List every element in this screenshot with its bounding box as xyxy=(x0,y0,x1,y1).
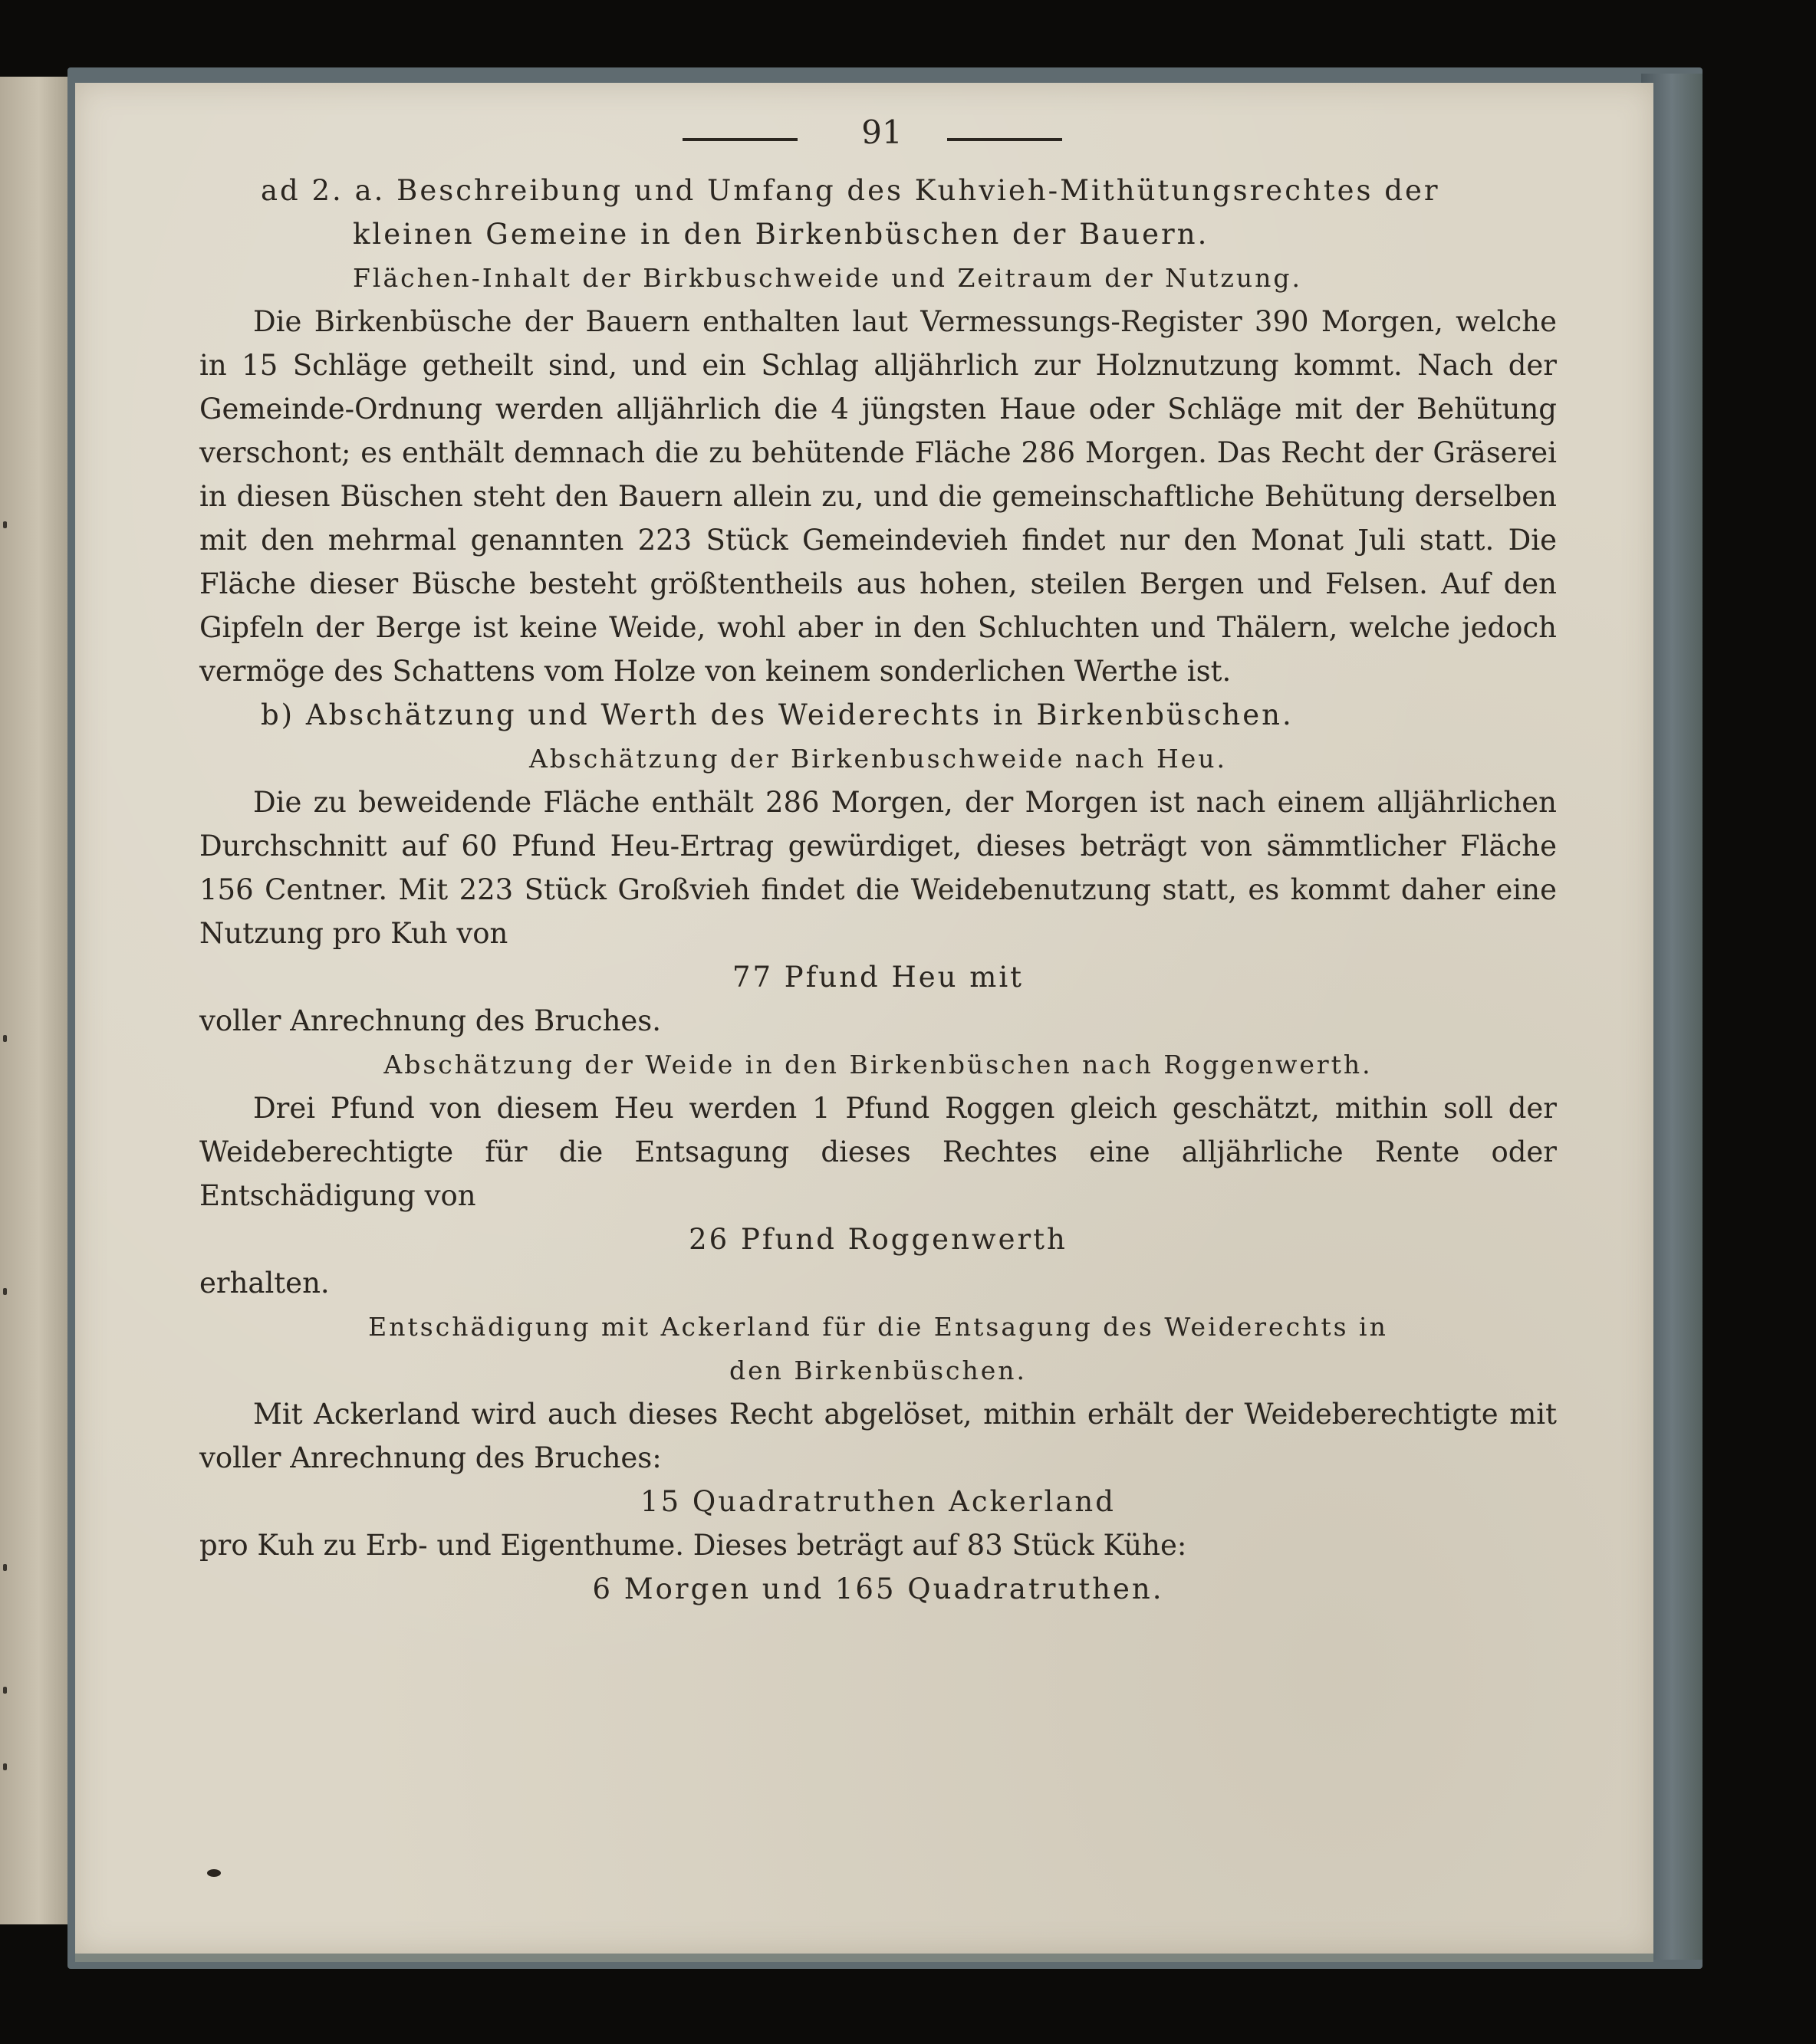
paragraph-farmland: Mit Ackerland wird auch dieses Recht abgelöset, mithin erhält der Weideberechtigte mit voller Anrechnung des Bruches: xyxy=(199,1398,1557,1474)
subheading-farmland-cont: den Birkenbüschen. xyxy=(729,1356,1028,1385)
left-facing-page-edge xyxy=(0,77,73,1924)
subheading-area: Flächen-Inhalt der Birkbuschweide und Zeitraum der Nutzung. xyxy=(353,263,1303,293)
subheading-hay: Abschätzung der Birkenbuschweide nach Heu. xyxy=(528,744,1228,774)
ink-spot xyxy=(207,1869,221,1877)
section-heading-b: b) Abschätzung und Werth des Weiderechts in Birkenbüschen. xyxy=(261,698,1294,731)
value-total: 6 Morgen und 165 Quadratruthen. xyxy=(592,1572,1164,1605)
paragraph-hay-end: voller Anrechnung des Bruches. xyxy=(199,1004,662,1037)
paragraph-farmland-end: pro Kuh zu Erb- und Eigenthume. Dieses beträgt auf 83 Stück Kühe: xyxy=(199,1529,1187,1562)
paragraph-area: Die Birkenbüsche der Bauern enthalten laut Vermessungs-Register 390 Morgen, welche in 15 Schläge getheilt sind, und ein Schlag alljährlich zur Holznutzung kommt. Nach der Gemeinde-Ordnung werden alljährlich die 4 jüngsten Haue oder Schläge mit der Behütung verschont; es enthält demnach die zu behütende Fläche 286 Morgen. Das Recht der Gräserei in diesen Büschen steht den Bauern allein zu, und die gemeinschaftliche Behütung derselben mit den mehrmal genannten 223 Stück Gemeindevieh findet nur den Monat Juli statt. Die Fläche dieser Büsche besteht größtentheils aus hohen, steilen Bergen und Felsen. Auf den Gipfeln der Berge ist keine Weide, wohl aber in den Schluchten und Thälern, welche jedoch vermöge des Schattens vom Holze von keinem sonderlichen Werthe ist. xyxy=(199,305,1557,688)
rule-left xyxy=(683,138,798,141)
value-rye: 26 Pfund Roggenwerth xyxy=(689,1223,1068,1256)
value-hay: 77 Pfund Heu mit xyxy=(732,961,1025,994)
subheading-farmland: Entschädigung mit Ackerland für die Entsagung des Weiderechts in xyxy=(368,1312,1388,1342)
running-head xyxy=(115,107,1557,169)
page-number: 91 xyxy=(861,113,903,151)
subheading-rye: Abschätzung der Weide in den Birkenbüschen nach Roggenwerth. xyxy=(383,1050,1373,1080)
paragraph-hay: Die zu beweidende Fläche enthält 286 Morgen, der Morgen ist nach einem alljährlichen Durchschnitt auf 60 Pfund Heu-Ertrag gewürdiget, dieses beträgt von sämmtlicher Fläche 156 Centner. Mit 223 Stück Großvieh findet die Weidebenutzung statt, es kommt daher eine Nutzung pro Kuh von xyxy=(199,786,1557,950)
page-text xyxy=(115,107,1557,1611)
paragraph-rye-end: erhalten. xyxy=(199,1267,330,1300)
value-farmland: 15 Quadratruthen Ackerland xyxy=(640,1485,1116,1518)
rule-right xyxy=(947,138,1062,141)
section-heading-2a: ad 2. a. Beschreibung und Umfang des Kuhvieh-Mithütungsrechtes der xyxy=(261,174,1440,207)
section-heading-2a-cont: kleinen Gemeine in den Birkenbüschen der Bauern. xyxy=(353,218,1209,251)
paragraph-rye: Drei Pfund von diesem Heu werden 1 Pfund Roggen gleich geschätzt, mithin soll der Weideberechtigte für die Entsagung dieses Rechtes eine alljährliche Rente oder Entschädigung von xyxy=(199,1092,1557,1212)
